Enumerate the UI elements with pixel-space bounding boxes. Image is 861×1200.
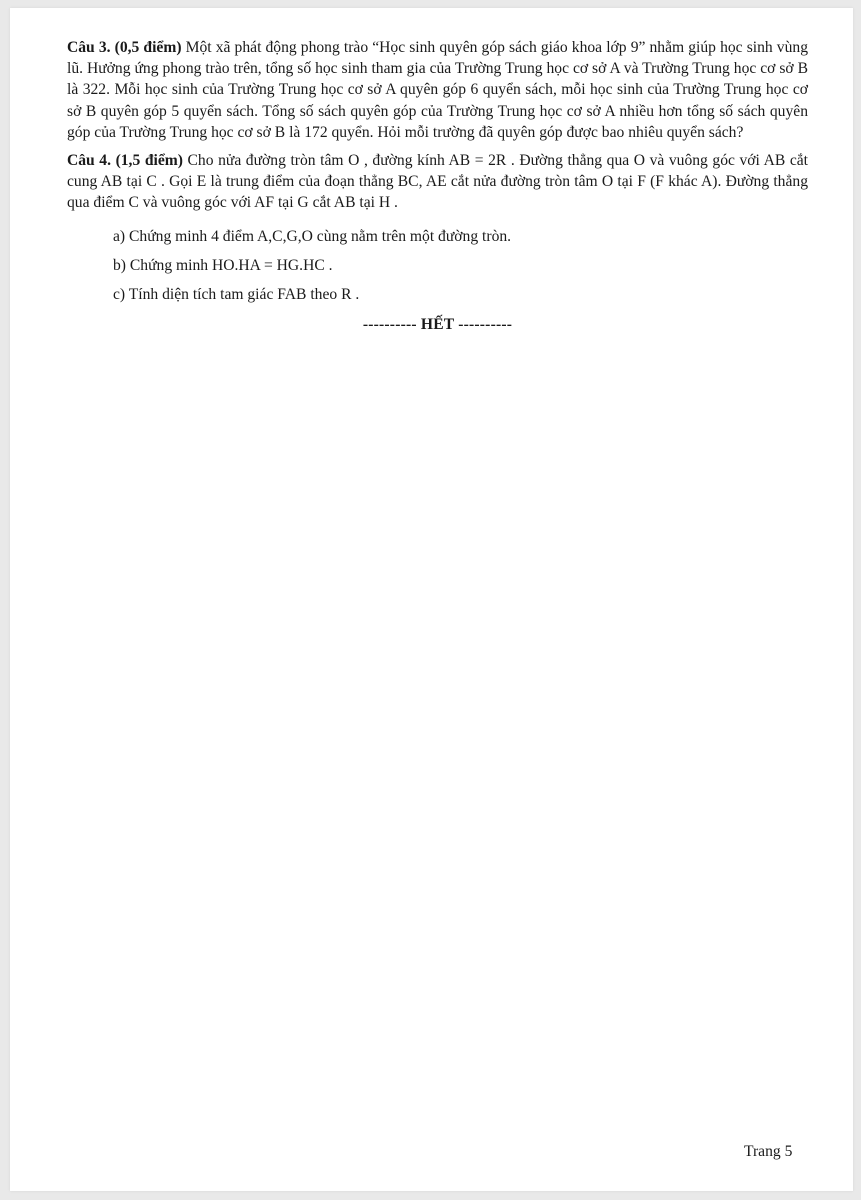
question-4-label: Câu 4. (1,5 điểm) [67, 152, 183, 170]
document-body [67, 37, 808, 335]
question-4-part-b: b) Chứng minh HO.HA = HG.HC . [113, 256, 333, 274]
question-4-part-a: a) Chứng minh 4 điểm A,C,G,O cùng nằm trên một đường tròn. [113, 227, 512, 245]
question-3-label: Câu 3. (0,5 điểm) [67, 39, 182, 56]
document-page [10, 8, 853, 1191]
question-4-text: Cho nửa đường tròn tâm O , đường kính AB = 2R . Đường thẳng qua O và vuông góc với AB cắt cung AB tại C . Gọi E là trung điểm của đoạn thẳng BC, AE cắt nửa đường tròn tâm O tại F (F khác A). Đường thẳng qua điểm C và vuông góc với AF tại G cắt AB tại H . [67, 152, 808, 212]
question-3-text: Một xã phát động phong trào “Học sinh quyên góp sách giáo khoa lớp 9” nhằm giúp học sinh vùng lũ. Hưởng ứng phong trào trên, tổng số học sinh tham gia của Trường Trung học cơ sở A và Trường Trung học cơ sở B là 322. Mỗi học sinh của Trường Trung học cơ sở A quyên góp 6 quyển sách, mỗi học sinh của Trường Trung học cơ sở B quyên góp 5 quyển sách. Tổng số sách quyên góp của Trường Trung học cơ sở A nhiều hơn tổng số sách quyên góp của Trường Trung học cơ sở B là 172 quyển. Hỏi mỗi trường đã quyên góp được bao nhiêu quyển sách? [67, 39, 808, 141]
question-4 [67, 150, 808, 214]
question-3 [67, 37, 808, 143]
end-mark: ---------- HẾT ---------- [362, 315, 513, 333]
question-4-part-c: c) Tính diện tích tam giác FAB theo R . [113, 285, 360, 303]
page-number: Trang 5 [744, 1143, 793, 1160]
